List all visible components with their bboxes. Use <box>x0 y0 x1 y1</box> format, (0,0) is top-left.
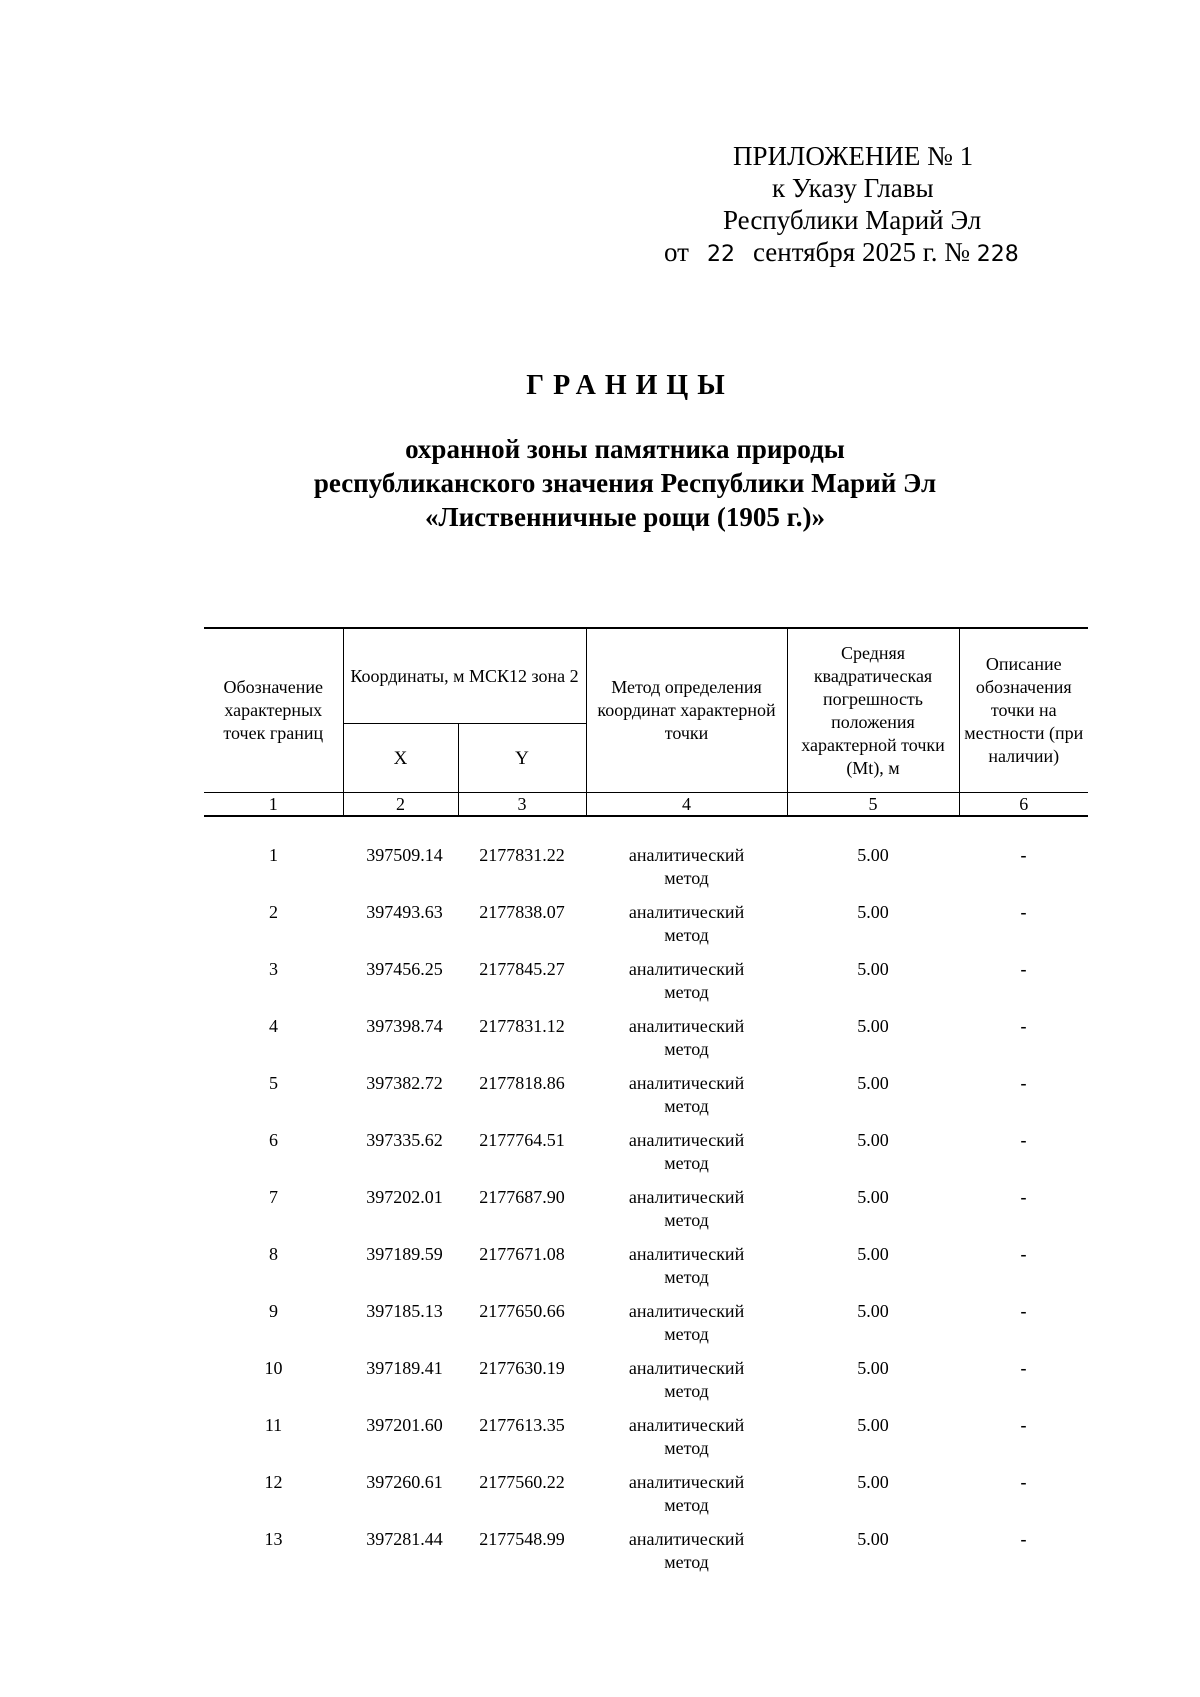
cell-y: 2177548.99 <box>479 1529 565 1549</box>
method-line-2: метод <box>664 982 709 1002</box>
cell-x: 397189.59 <box>366 1244 443 1264</box>
cell-x: 397185.13 <box>366 1301 443 1321</box>
cell-x: 397509.14 <box>366 845 443 865</box>
header-description: Описание обозначения точки на местности (при наличии) <box>959 628 1088 793</box>
method-line-1: аналитический <box>628 1358 745 1378</box>
cell-point: 8 <box>269 1244 278 1264</box>
cell-method <box>586 1300 787 1357</box>
document-subtitle <box>0 432 1200 534</box>
cell-y: 2177845.27 <box>479 959 565 979</box>
cell-x: 397493.63 <box>366 902 443 922</box>
method-line-2: метод <box>664 868 709 888</box>
cell-description: - <box>1020 1529 1027 1549</box>
cell-error: 5.00 <box>857 1529 889 1549</box>
method-line-1: аналитический <box>628 1073 745 1093</box>
table-row <box>204 1243 1088 1300</box>
table-row <box>204 1129 1088 1186</box>
column-number: 6 <box>959 793 1088 817</box>
column-number: 1 <box>204 793 343 817</box>
cell-error: 5.00 <box>857 1358 889 1378</box>
cell-y: 2177831.12 <box>479 1016 565 1036</box>
cell-method <box>586 816 787 901</box>
cell-description: - <box>1020 845 1027 865</box>
cell-point: 2 <box>269 902 278 922</box>
cell-error: 5.00 <box>857 902 889 922</box>
header-y: Y <box>458 724 586 793</box>
cell-y: 2177613.35 <box>479 1415 565 1435</box>
header-method: Метод определения координат характерной точки <box>586 628 787 793</box>
cell-point: 6 <box>269 1130 278 1150</box>
method-line-2: метод <box>664 925 709 945</box>
cell-y: 2177560.22 <box>479 1472 565 1492</box>
document-title: ГРАНИЦЫ <box>526 370 734 401</box>
method-line-1: аналитический <box>628 1472 745 1492</box>
cell-point: 5 <box>269 1073 278 1093</box>
cell-description: - <box>1020 1301 1027 1321</box>
cell-method <box>586 1015 787 1072</box>
cell-y: 2177671.08 <box>479 1244 565 1264</box>
appendix-block <box>640 140 1080 271</box>
cell-y: 2177630.19 <box>479 1358 565 1378</box>
cell-x: 397281.44 <box>366 1529 443 1549</box>
cell-point: 12 <box>264 1472 283 1492</box>
cell-description: - <box>1020 1016 1027 1036</box>
cell-point: 4 <box>269 1016 278 1036</box>
table-body <box>204 816 1088 1585</box>
method-line-2: метод <box>664 1381 709 1401</box>
table-row <box>204 1015 1088 1072</box>
method-line-2: метод <box>664 1210 709 1230</box>
method-line-1: аналитический <box>628 1130 745 1150</box>
table-row <box>204 958 1088 1015</box>
cell-point: 1 <box>269 845 278 865</box>
cell-error: 5.00 <box>857 1016 889 1036</box>
method-line-2: метод <box>664 1324 709 1344</box>
cell-point: 7 <box>269 1187 278 1207</box>
method-line-2: метод <box>664 1552 709 1572</box>
table-row <box>204 1072 1088 1129</box>
method-line-1: аналитический <box>628 1415 745 1435</box>
method-line-1: аналитический <box>628 845 745 865</box>
cell-method <box>586 1528 787 1585</box>
cell-point: 13 <box>264 1529 283 1549</box>
appendix-title: ПРИЛОЖЕНИЕ № 1 <box>733 141 974 171</box>
header-error: Средняя квадратическая погрешность положения характерной точки (Mt), м <box>787 628 959 793</box>
method-line-2: метод <box>664 1096 709 1116</box>
method-line-1: аналитический <box>628 1244 745 1264</box>
table-row <box>204 1471 1088 1528</box>
decree-number: 228 <box>976 242 1019 267</box>
date-rest: сентября 2025 г. № <box>752 237 971 267</box>
column-number: 5 <box>787 793 959 817</box>
appendix-date-line <box>640 236 1080 271</box>
method-line-1: аналитический <box>628 1301 745 1321</box>
method-line-1: аналитический <box>628 1529 745 1549</box>
cell-method <box>586 1186 787 1243</box>
cell-error: 5.00 <box>857 1244 889 1264</box>
appendix-republic: Республики Марий Эл <box>723 205 982 235</box>
method-line-2: метод <box>664 1438 709 1458</box>
appendix-decree-ref: к Указу Главы <box>772 173 934 203</box>
cell-description: - <box>1020 1358 1027 1378</box>
cell-description: - <box>1020 902 1027 922</box>
cell-x: 397456.25 <box>366 959 443 979</box>
cell-method <box>586 1357 787 1414</box>
cell-description: - <box>1020 959 1027 979</box>
header-designation: Обозначение характерных точек границ <box>204 628 343 793</box>
cell-point: 9 <box>269 1301 278 1321</box>
cell-y: 2177831.22 <box>479 845 565 865</box>
method-line-2: метод <box>664 1267 709 1287</box>
table-row <box>204 901 1088 958</box>
cell-method <box>586 958 787 1015</box>
cell-description: - <box>1020 1130 1027 1150</box>
cell-x: 397201.60 <box>366 1415 443 1435</box>
cell-method <box>586 1129 787 1186</box>
cell-point: 10 <box>264 1358 283 1378</box>
cell-y: 2177687.90 <box>479 1187 565 1207</box>
cell-y: 2177764.51 <box>479 1130 565 1150</box>
method-line-2: метод <box>664 1495 709 1515</box>
cell-description: - <box>1020 1187 1027 1207</box>
column-number: 2 <box>343 793 458 817</box>
method-line-1: аналитический <box>628 1187 745 1207</box>
method-line-2: метод <box>664 1153 709 1173</box>
cell-x: 397335.62 <box>366 1130 443 1150</box>
cell-error: 5.00 <box>857 959 889 979</box>
table-row <box>204 816 1088 901</box>
table-row <box>204 1300 1088 1357</box>
cell-error: 5.00 <box>857 1472 889 1492</box>
cell-x: 397398.74 <box>366 1016 443 1036</box>
cell-point: 11 <box>264 1415 283 1435</box>
cell-method <box>586 1471 787 1528</box>
subtitle-line-1: охранной зоны памятника природы <box>405 434 845 464</box>
method-line-1: аналитический <box>628 902 745 922</box>
cell-method <box>586 1414 787 1471</box>
subtitle-line-3: «Лиственничные рощи (1905 г.)» <box>424 502 826 532</box>
column-number: 3 <box>458 793 586 817</box>
header-x: X <box>343 724 458 793</box>
method-line-2: метод <box>664 1039 709 1059</box>
method-line-1: аналитический <box>628 959 745 979</box>
cell-method <box>586 1243 787 1300</box>
cell-y: 2177818.86 <box>479 1073 565 1093</box>
cell-x: 397189.41 <box>366 1358 443 1378</box>
date-prefix: от <box>664 237 689 267</box>
cell-description: - <box>1020 1244 1027 1264</box>
cell-description: - <box>1020 1472 1027 1492</box>
cell-x: 397382.72 <box>366 1073 443 1093</box>
cell-error: 5.00 <box>857 1130 889 1150</box>
cell-error: 5.00 <box>857 1301 889 1321</box>
date-day: 22 <box>706 242 735 267</box>
cell-point: 3 <box>269 959 278 979</box>
cell-error: 5.00 <box>857 1073 889 1093</box>
cell-x: 397202.01 <box>366 1187 443 1207</box>
cell-error: 5.00 <box>857 845 889 865</box>
cell-x: 397260.61 <box>366 1472 443 1492</box>
cell-method <box>586 1072 787 1129</box>
method-line-1: аналитический <box>628 1016 745 1036</box>
cell-error: 5.00 <box>857 1415 889 1435</box>
table-row <box>204 1528 1088 1585</box>
header-coords: Координаты, м МСК12 зона 2 <box>343 628 586 724</box>
cell-description: - <box>1020 1415 1027 1435</box>
subtitle-line-2: республиканского значения Республики Марий Эл <box>313 468 937 498</box>
table-row <box>204 1357 1088 1414</box>
table-row <box>204 1414 1088 1471</box>
table-row <box>204 1186 1088 1243</box>
cell-error: 5.00 <box>857 1187 889 1207</box>
cell-y: 2177650.66 <box>479 1301 565 1321</box>
column-number: 4 <box>586 793 787 817</box>
cell-y: 2177838.07 <box>479 902 565 922</box>
boundary-points-table <box>204 627 1088 1585</box>
cell-description: - <box>1020 1073 1027 1093</box>
cell-method <box>586 901 787 958</box>
